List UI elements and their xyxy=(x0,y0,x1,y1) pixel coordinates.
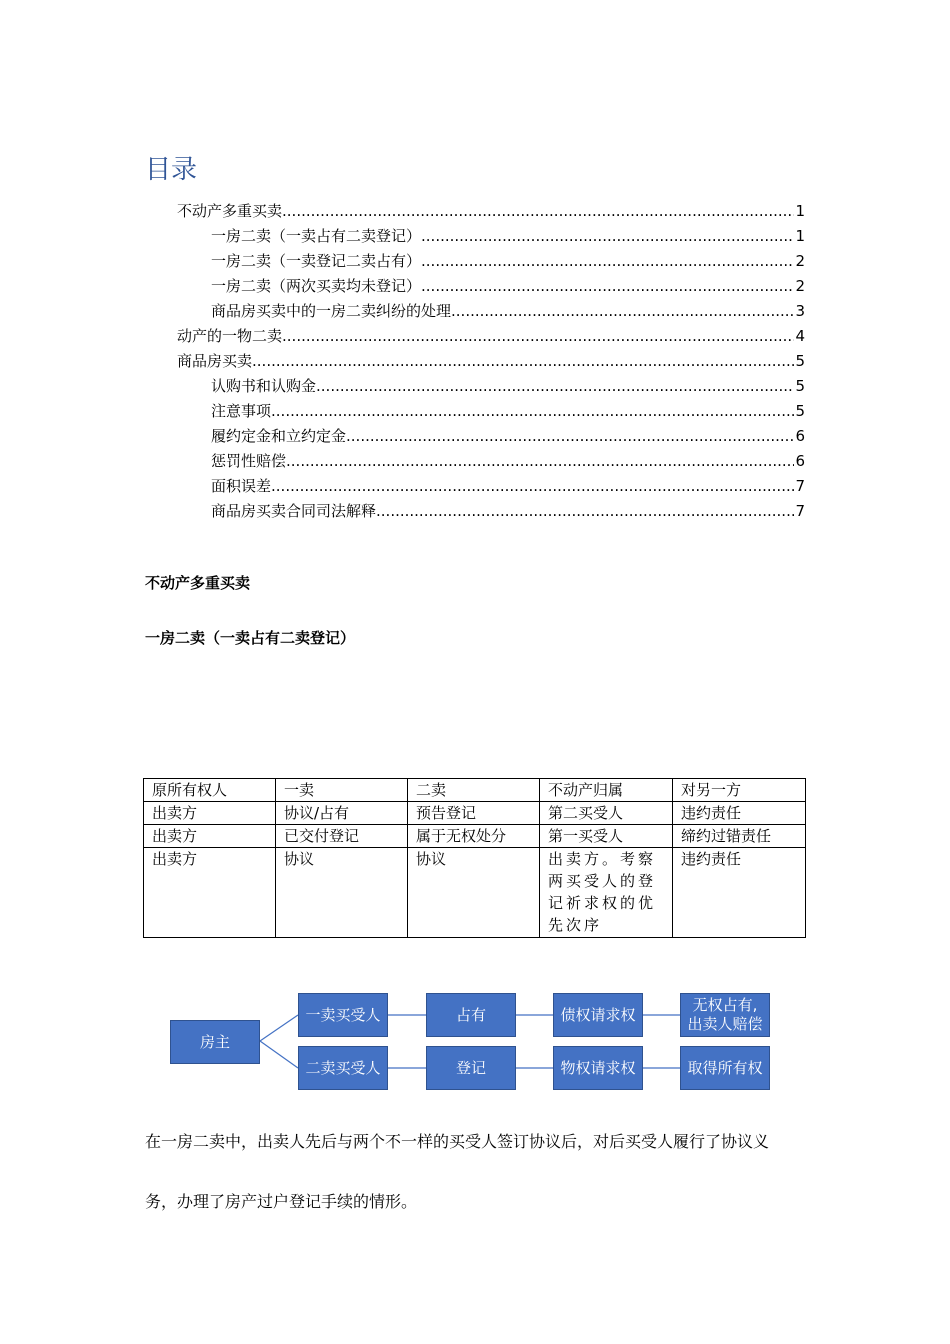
node-first-buyer: 一卖买受人 xyxy=(298,993,388,1037)
toc-leader xyxy=(282,326,794,346)
node-obtain-ownership: 取得所有权 xyxy=(680,1046,770,1090)
toc-leader xyxy=(271,476,794,496)
sale-flow-diagram xyxy=(0,980,950,1100)
table-cell: 出卖方 xyxy=(144,825,276,848)
toc-leader xyxy=(421,226,794,246)
table-cell: 违约责任 xyxy=(673,848,806,938)
toc-entry-label: 一房二卖（一卖占有二卖登记） xyxy=(211,227,422,245)
table-header-cell: 二卖 xyxy=(408,779,540,802)
toc-leader xyxy=(316,376,794,396)
toc-entry[interactable] xyxy=(211,247,805,271)
toc-entry-label: 商品房买卖 xyxy=(177,352,253,370)
table-cell: 违约责任 xyxy=(673,802,806,825)
table-cell: 已交付登记 xyxy=(276,825,408,848)
toc-entry[interactable] xyxy=(211,272,805,296)
table-header-cell: 原所有权人 xyxy=(144,779,276,802)
toc-leader xyxy=(286,451,794,471)
toc-entry[interactable] xyxy=(177,322,805,346)
toc-entry[interactable] xyxy=(177,197,805,221)
table-cell: 缔约过错责任 xyxy=(673,825,806,848)
table-cell: 预告登记 xyxy=(408,802,540,825)
toc-entry-page: 1 xyxy=(795,202,805,220)
toc-entry-page: 7 xyxy=(795,502,805,520)
toc-leader xyxy=(376,501,794,521)
toc-entry-page: 3 xyxy=(795,302,805,320)
toc-entry-label: 不动产多重买卖 xyxy=(177,202,283,220)
toc-entry-label: 动产的一物二卖 xyxy=(177,327,283,345)
node-second-buyer: 二卖买受人 xyxy=(298,1046,388,1090)
table-cell: 协议 xyxy=(408,848,540,938)
toc-leader xyxy=(421,276,794,296)
connector-line xyxy=(260,1015,298,1041)
toc-entry-label: 面积误差 xyxy=(211,477,272,495)
toc-entry-label: 商品房买卖中的一房二卖纠纷的处理 xyxy=(211,302,452,320)
body-paragraph-line: 务，办理了房产过户登记手续的情形。 xyxy=(145,1192,418,1211)
toc-entry-page: 5 xyxy=(795,352,805,370)
table-cell: 出卖方 xyxy=(144,848,276,938)
toc-entry-page: 7 xyxy=(795,477,805,495)
toc-entry[interactable] xyxy=(211,447,805,471)
toc-entry-page: 5 xyxy=(795,377,805,395)
toc-entry[interactable] xyxy=(211,397,805,421)
toc-entry-label: 履约定金和立约定金 xyxy=(211,427,347,445)
node-registration: 登记 xyxy=(426,1046,516,1090)
table-cell: 第二买受人 xyxy=(540,802,673,825)
root-node: 房主 xyxy=(170,1020,260,1064)
toc-leader xyxy=(282,201,794,221)
table-cell: 属于无权处分 xyxy=(408,825,540,848)
toc-entry-label: 一房二卖（一卖登记二卖占有） xyxy=(211,252,422,270)
toc-entry-page: 1 xyxy=(795,227,805,245)
toc-entry[interactable] xyxy=(211,497,805,521)
toc-leader xyxy=(421,251,794,271)
table-cell: 第一买受人 xyxy=(540,825,673,848)
table-row xyxy=(144,825,806,848)
node-property-right: 物权请求权 xyxy=(553,1046,643,1090)
toc-entry[interactable] xyxy=(211,372,805,396)
node-possession: 占有 xyxy=(426,993,516,1037)
toc-entry-label: 一房二卖（两次买卖均未登记） xyxy=(211,277,422,295)
table-header-cell: 一卖 xyxy=(276,779,408,802)
node-text-line: 无权占有, xyxy=(692,996,758,1014)
ownership-table xyxy=(143,778,806,938)
toc-entry[interactable] xyxy=(211,422,805,446)
toc-entry-page: 4 xyxy=(795,327,805,345)
toc-entry[interactable] xyxy=(177,347,805,371)
body-paragraph-line: 在一房二卖中，出卖人先后与两个不一样的买受人签订协议后，对后买受人履行了协议义 xyxy=(145,1132,770,1151)
table-row xyxy=(144,802,806,825)
node-no-right-compensation xyxy=(680,993,770,1037)
toc-entry[interactable] xyxy=(211,222,805,246)
toc-entry-page: 2 xyxy=(795,277,805,295)
toc-entry-page: 6 xyxy=(795,452,805,470)
table-row xyxy=(144,848,806,938)
toc-leader xyxy=(252,351,794,371)
section-heading: 不动产多重买卖 xyxy=(145,574,251,592)
subsection-heading: 一房二卖（一卖占有二卖登记） xyxy=(145,629,356,647)
toc-entry-label: 注意事项 xyxy=(211,402,272,420)
toc-entry-label: 商品房买卖合同司法解释 xyxy=(211,502,377,520)
toc-entry-page: 2 xyxy=(795,252,805,270)
node-text-line: 出卖人赔偿 xyxy=(687,1015,763,1033)
table-cell: 协议 xyxy=(276,848,408,938)
table-cell: 协议/占有 xyxy=(276,802,408,825)
table-header-cell: 不动产归属 xyxy=(540,779,673,802)
table-cell: 出卖方 xyxy=(144,802,276,825)
toc-entry-label: 认购书和认购金 xyxy=(211,377,317,395)
table-header-cell: 对另一方 xyxy=(673,779,806,802)
toc-title: 目录 xyxy=(145,155,198,185)
toc-entry-label: 惩罚性赔偿 xyxy=(211,452,287,470)
table-header-row xyxy=(144,779,806,802)
toc-entry[interactable] xyxy=(211,297,805,321)
node-claim-right: 债权请求权 xyxy=(553,993,643,1037)
connector-line xyxy=(260,1041,298,1068)
toc-entry[interactable] xyxy=(211,472,805,496)
toc-leader xyxy=(271,401,794,421)
toc-leader xyxy=(451,301,794,321)
table-cell: 出卖方。考察两买受人的登记祈求权的优先次序 xyxy=(540,848,673,938)
toc-entry-page: 6 xyxy=(795,427,805,445)
toc-entry-page: 5 xyxy=(795,402,805,420)
toc-leader xyxy=(346,426,794,446)
